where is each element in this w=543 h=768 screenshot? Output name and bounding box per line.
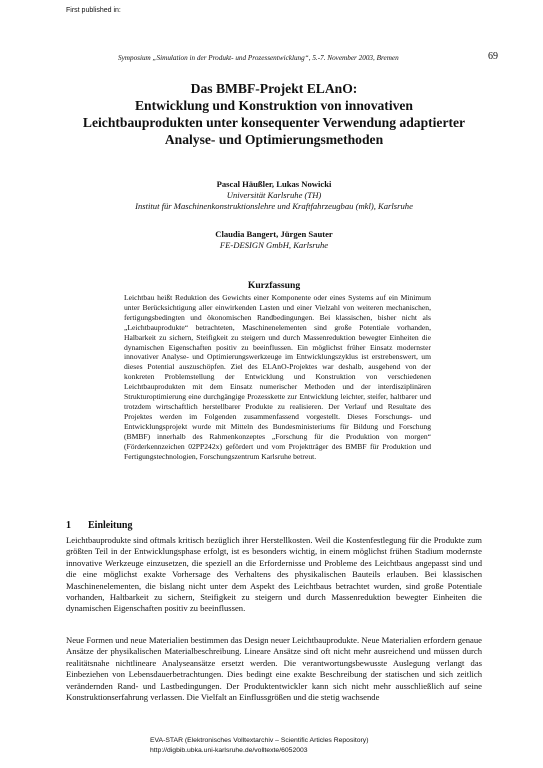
author-affiliation-company: FE-DESIGN GmbH, Karlsruhe [219, 240, 329, 250]
title-line: Analyse- und Optimierungsmethoden [164, 132, 384, 147]
section-heading [66, 520, 132, 531]
footer-archive-name: EVA-STAR (Elektronisches Volltextarchiv – Scientific Articles Repository) [150, 737, 369, 744]
section-title: Einleitung [88, 520, 133, 531]
author-affiliation-university: Universität Karlsruhe (TH) [226, 190, 322, 200]
page-number: 69 [488, 51, 498, 62]
section-number: 1 [66, 520, 71, 531]
abstract-heading: Kurzfassung [247, 280, 301, 291]
abstract-text: Leichtbau heißt Reduktion des Gewichts einer Komponente oder eines Systems auf ein Minimum unter Berücksichtigung aller einwirkenden Lasten und einer Vielzahl von weiteren mechanischen, fertigungsbedingten und ökonomischen Randbedingungen. Bei klassischen, bisher nicht als „Leichtbauprodukte“ betrachteten, Maschinenelementen sind große Potentiale vorhanden, Halbarkeit zu sichern, Steifigkeit zu steigern und durch Massenreduktion bewegter Einheiten die dynamischen Eigenschaften positiv zu beeinflussen. Ein möglichst früher Einsatz modernster innovativer Analyse- und Optimierungswerkzeuge im Entwicklungszyklus ist erstrebenswert, um dieses Potential auszuschöpfen. Ziel des ELAnO-Projektes war deshalb, ausgehend von der konkreten Problemstellung der Entwicklung und Konstruktion von verschiedenen Leichtbauprodukten mit dem Einsatz numerischer Methoden und der interdisziplinären Strukturoptimierung eine durchgängige Prozesskette zur Entwicklung leichter, steifer, haltbarer und trotzdem wirtschaftlich herstellbarer Produkte zu realisieren. Der Verlauf und Resultate des Projektes werden im Folgenden zusammenfassend vorgestellt. Dieses Forschungs- und Entwicklungsprojekt wurde mit Mitteln des Bundesministeriums für Bildung und Forschung (BMBF) innerhalb des Rahmenkonzeptes „Forschung für die Produktion von morgen“ (Förderkennzeichen 02PP242x) gefördert und vom Projektträger des BMBF für Produktion und Fertigungstechnologien, Forschungszentrum Karlsruhe betreut. [124, 293, 431, 461]
running-header: Symposium „Simulation in der Produkt- und Prozessentwicklung“, 5.-7. November 2003, Bremen [118, 54, 399, 62]
author-names-1: Pascal Häußler, Lukas Nowicki [216, 179, 332, 189]
footer-url: http://digbib.ubka.uni-karlsruhe.de/volltexte/6052003 [150, 746, 308, 754]
title-line: Entwicklung und Konstruktion von innovativen [134, 98, 413, 113]
repository-footer [150, 736, 368, 755]
title-line: Leichtbauprodukten unter konsequenter Verwendung adaptierter [82, 115, 466, 130]
body-paragraph: Leichtbauprodukte sind oftmals kritisch bezüglich ihrer Herstellkosten. Weil die Kostenfestlegung für die Produkte zum größten Teil in der Entwicklungsphase erfolgt, ist es besonders wichtig, in einem möglichst frühen Stadium modernste innovative Werkzeuge einzusetzen, die speziell an die Erfordernisse und Probleme des Leichtbaus angepasst sind und die eine möglichst exakte Vorhersage des Verhaltens des physikalischen Bauteils erlauben. Bei klassischen Maschinenelementen, die bislang nicht unter dem Aspekt des Leichtbaus betrachtet wurden, sind große Potentiale vorhanden, Haltbarkeit zu sichern, Steifigkeit zu steigern und durch Massenreduktion bewegter Einheiten die dynamischen Eigenschaften positiv zu beeinflussen. [66, 535, 482, 614]
title-line: Das BMBF-Projekt ELAnO: [190, 81, 358, 96]
author-affiliation-institute: Institut für Maschinenkonstruktionslehre und Kraftfahrzeugbau (mkl), Karlsruhe [135, 201, 413, 211]
first-published-note: First published in: [66, 7, 121, 14]
body-paragraph: Neue Formen und neue Materialien bestimmen das Design neuer Leichtbauprodukte. Neue Materialien erfordern genaue Ansätze der physikalischen Materialbeschreibung. Lineare Ansätze sind oft nicht mehr ausreichend und müssen durch realitätsnahe nichtlineare Analyseansätze ersetzt werden. Die verantwortungsbewusste Auslegung verlangt das Einbeziehen von Lebensdauerbetrachtungen. Dies bedingt eine exakte Beschreibung der statischen und sich zeitlich verändernden Rand- und Lastbedingungen. Der Produktentwickler kann sich nicht mehr ausschließlich auf seine Konstruktionserfahrung verlassen. Die Vielfalt an Einflussgrößen und die stetig wachsende [66, 635, 482, 703]
author-names-2: Claudia Bangert, Jürgen Sauter [215, 229, 333, 239]
paper-title [66, 80, 482, 148]
